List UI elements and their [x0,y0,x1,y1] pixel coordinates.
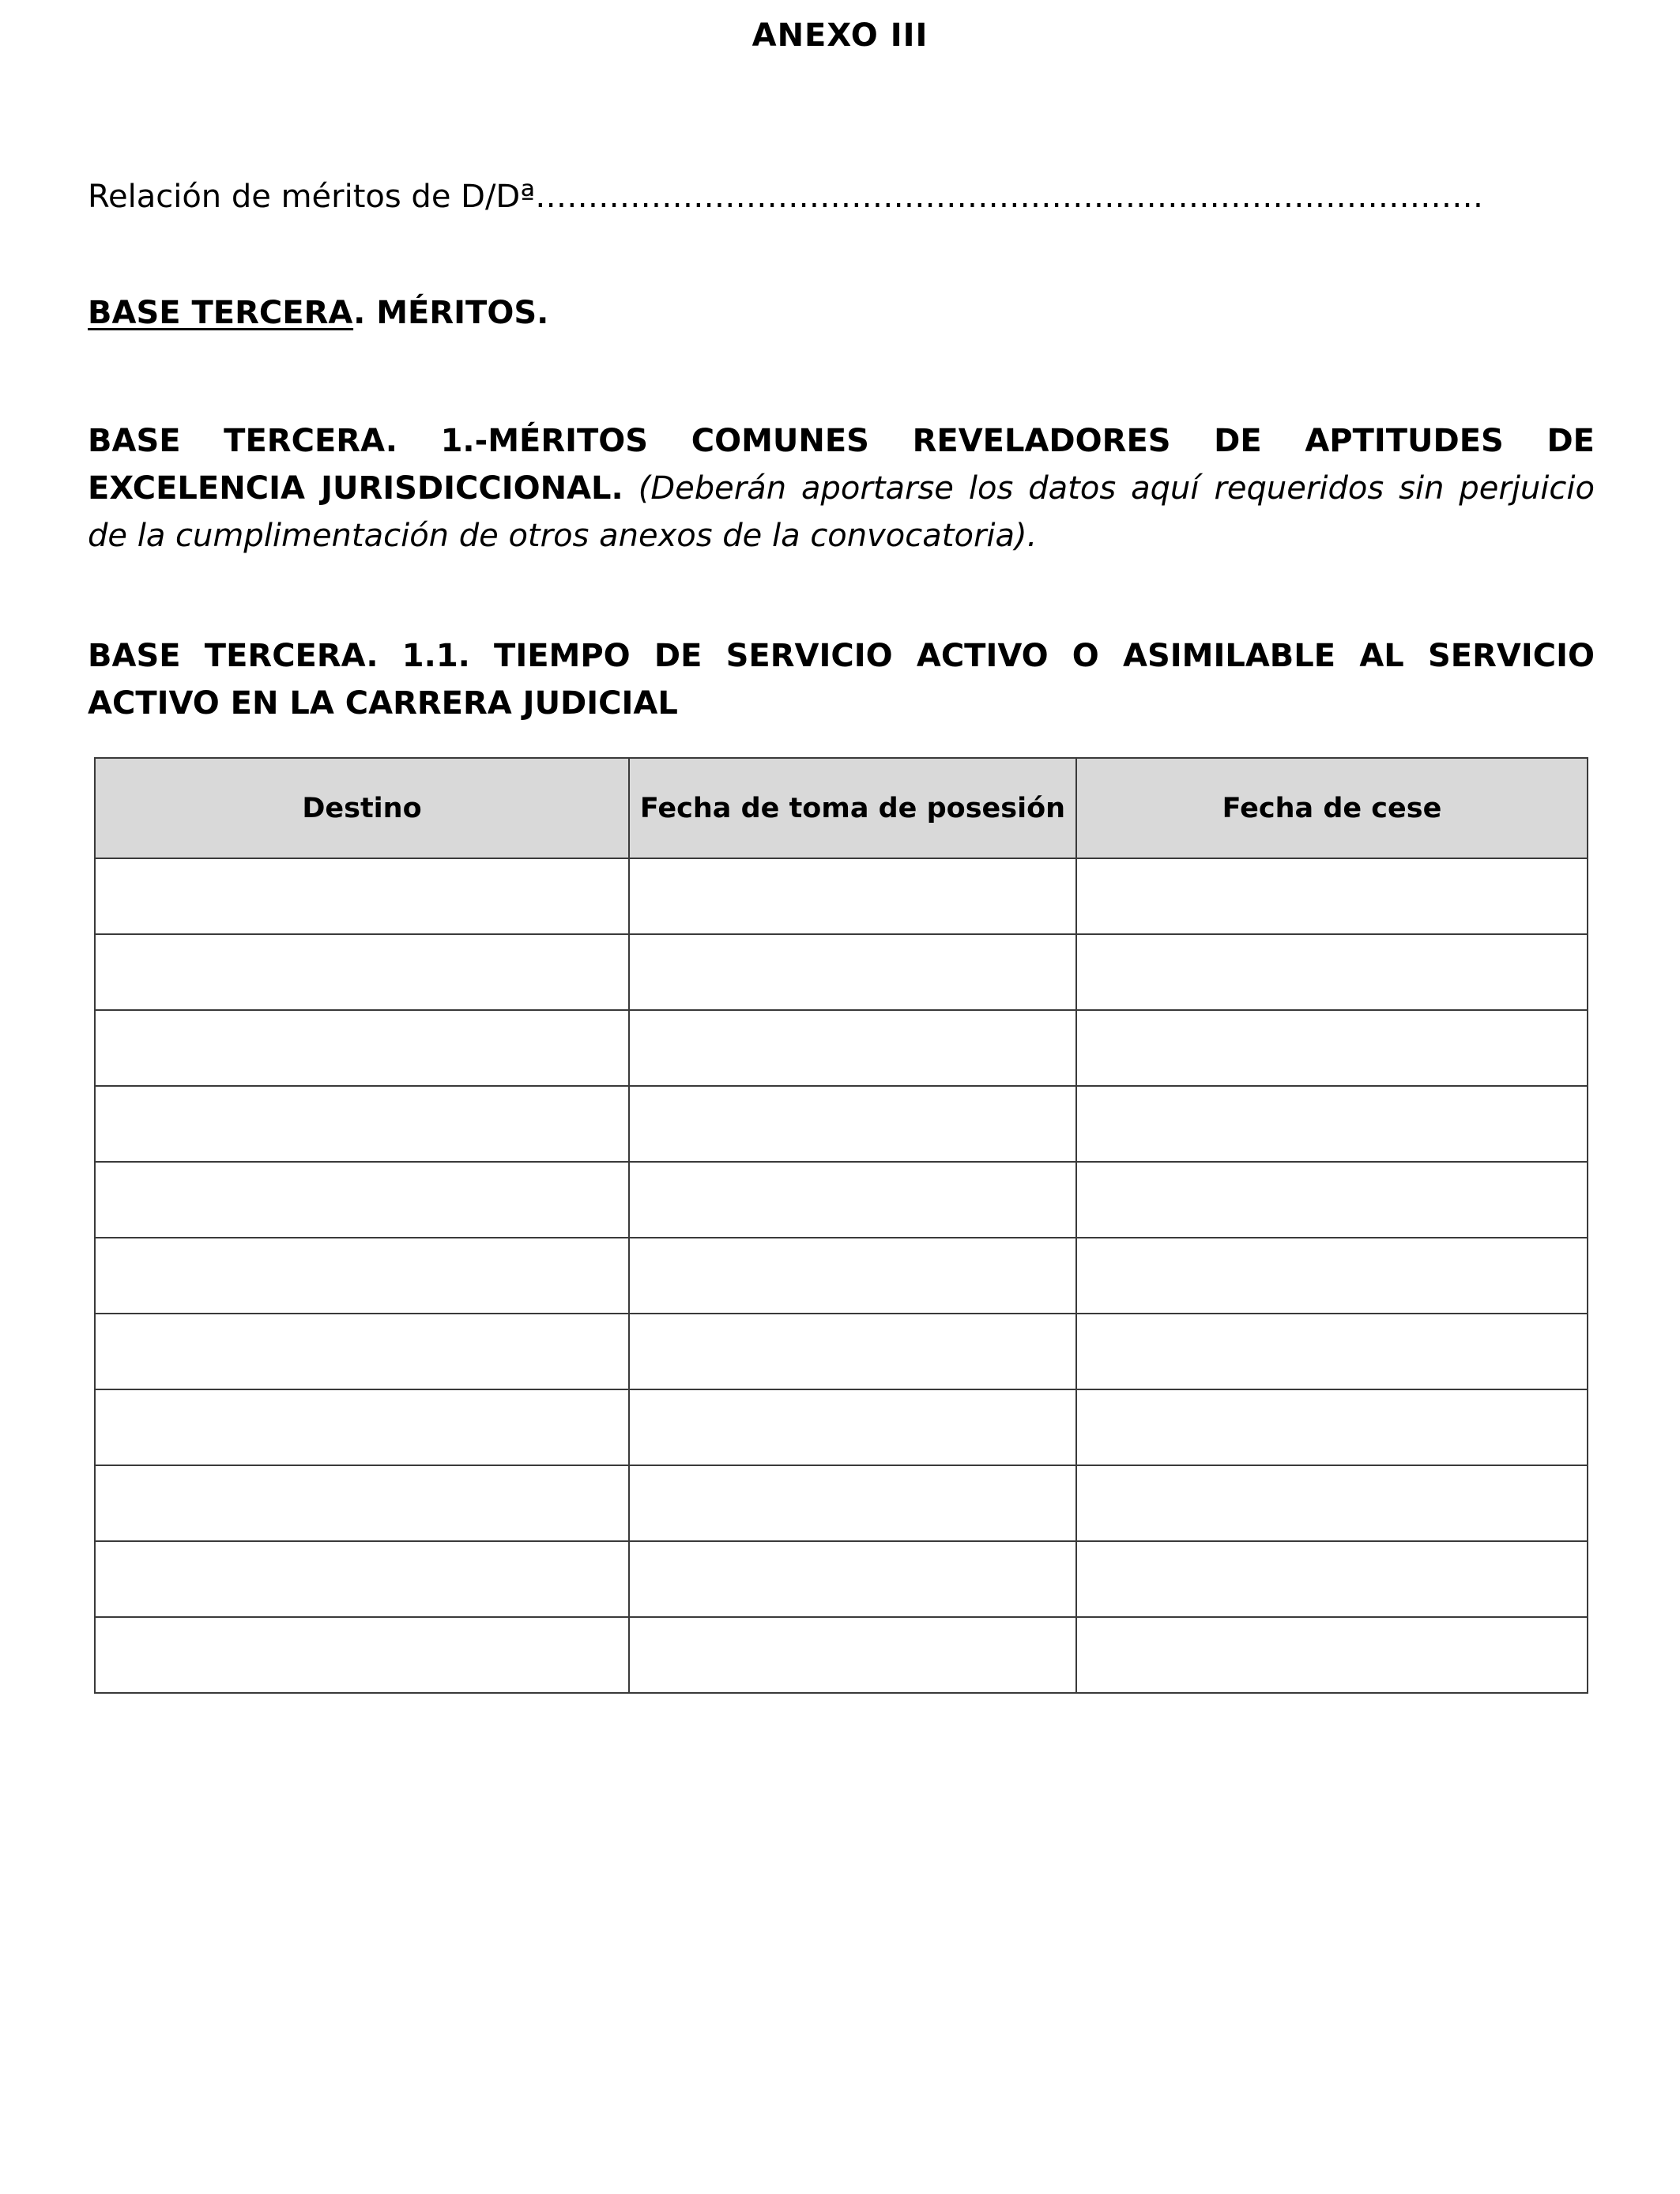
destino-cell[interactable] [95,1465,629,1541]
page-title: ANEXO III [751,17,929,54]
section-1-paragraph [88,417,1595,560]
fecha-cese-cell[interactable] [1076,1314,1588,1389]
fecha-cese-cell[interactable] [1076,1238,1588,1314]
service-time-table [94,757,1588,1694]
base-meritos-rest: . MÉRITOS. [353,295,549,331]
base-meritos-underlined: BASE TERCERA [88,295,354,331]
fecha-toma-posesion-cell[interactable] [629,1617,1076,1693]
column-header-fecha-cese: Fecha de cese [1076,758,1588,858]
fecha-toma-posesion-cell[interactable] [629,1238,1076,1314]
fecha-toma-posesion-cell[interactable] [629,1389,1076,1465]
relacion-label: Relación de méritos de D/Dª [88,179,536,215]
table-row [95,1162,1588,1238]
column-header-fecha-toma-posesion: Fecha de toma de posesión [629,758,1076,858]
destino-cell[interactable] [95,1238,629,1314]
destino-cell[interactable] [95,934,629,1010]
fecha-toma-posesion-cell[interactable] [629,1162,1076,1238]
table-row [95,1541,1588,1617]
fecha-toma-posesion-cell[interactable] [629,858,1076,934]
table-header-row [95,758,1588,858]
fecha-toma-posesion-cell[interactable] [629,1086,1076,1162]
table-row [95,1010,1588,1086]
fecha-cese-cell[interactable] [1076,1389,1588,1465]
destino-cell[interactable] [95,1314,629,1389]
table-row [95,1238,1588,1314]
fecha-toma-posesion-cell[interactable] [629,934,1076,1010]
table-row [95,1389,1588,1465]
fecha-toma-posesion-cell[interactable] [629,1541,1076,1617]
table-row [95,1617,1588,1693]
section-1-1-heading: BASE TERCERA. 1.1. TIEMPO DE SERVICIO ACTIVO O ASIMILABLE AL SERVICIO ACTIVO EN LA CARRERA JUDICIAL [88,638,1595,722]
fecha-cese-cell[interactable] [1076,1010,1588,1086]
destino-cell[interactable] [95,1617,629,1693]
destino-cell[interactable] [95,858,629,934]
relacion-fill-dots: ……………………………………………………………………………… [535,179,1484,215]
fecha-toma-posesion-cell[interactable] [629,1465,1076,1541]
table-row [95,934,1588,1010]
section-1-1-paragraph [88,632,1595,727]
fecha-cese-cell[interactable] [1076,1162,1588,1238]
table-row [95,1314,1588,1389]
table-body [95,858,1588,1693]
relacion-line [88,179,1483,215]
fecha-toma-posesion-cell[interactable] [629,1314,1076,1389]
fecha-cese-cell[interactable] [1076,934,1588,1010]
fecha-cese-cell[interactable] [1076,1465,1588,1541]
table-row [95,1465,1588,1541]
column-header-destino: Destino [95,758,629,858]
fecha-cese-cell[interactable] [1076,1086,1588,1162]
destino-cell[interactable] [95,1389,629,1465]
table-row [95,858,1588,934]
fecha-toma-posesion-cell[interactable] [629,1010,1076,1086]
destino-cell[interactable] [95,1010,629,1086]
fecha-cese-cell[interactable] [1076,1541,1588,1617]
destino-cell[interactable] [95,1086,629,1162]
base-meritos-heading [88,295,548,331]
table-row [95,1086,1588,1162]
section-1-heading: BASE TERCERA. 1.-MÉRITOS COMUNES REVELADORES DE APTITUDES DE EXCELENCIA JURISDICCIONAL. [88,423,1595,507]
destino-cell[interactable] [95,1162,629,1238]
fecha-cese-cell[interactable] [1076,858,1588,934]
destino-cell[interactable] [95,1541,629,1617]
section-1-note: (Deberán aportarse los datos aquí requeridos sin perjuicio de la cumplimentación de otros anexos de la convocatoria). [88,470,1595,554]
fecha-cese-cell[interactable] [1076,1617,1588,1693]
